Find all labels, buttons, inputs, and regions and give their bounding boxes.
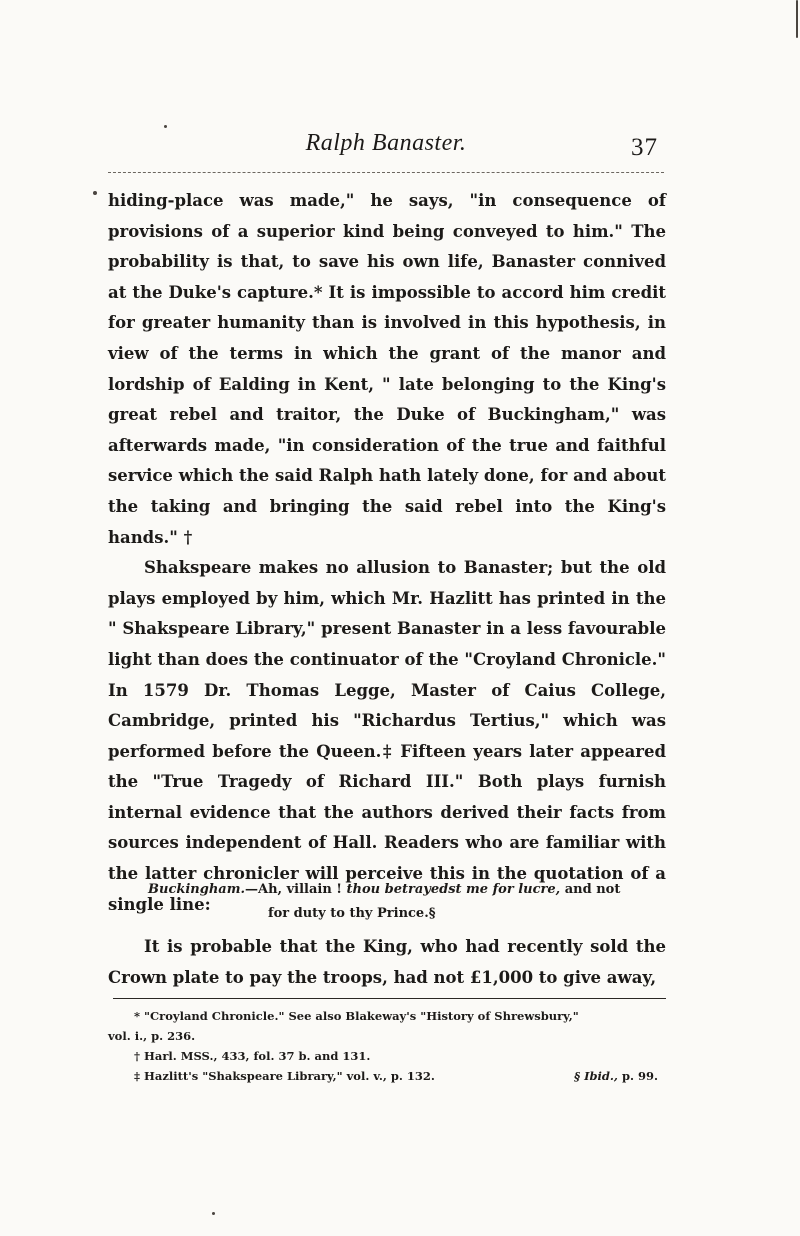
quote-line-1 xyxy=(148,878,666,902)
paper-speck xyxy=(212,1212,215,1215)
footnote-3: ‡ Hazlitt's "Shakspeare Library," vol. v., p. 132. xyxy=(134,1069,435,1083)
quote-speaker: Buckingham. xyxy=(148,882,245,897)
closing-paragraph: It is probable that the King, who had recently sold the Crown plate to pay the troops, had not £1,000 to give away, xyxy=(108,937,666,987)
page-number: 37 xyxy=(631,134,658,161)
quote-line-2: for duty to thy Prince.§ xyxy=(268,906,436,921)
paragraph-2: Shakspeare makes no allusion to Banaster; but the old plays employed by him, which Mr. Hazlitt has printed in the " Shakspeare Library," present Banaster in a less favourable light than does the continuator of the "Croyland Chronicle." In 1579 Dr. Thomas Legge, Master of Caius College, Cambridge, printed his "Richardus Tertius," which was performed before the Queen.‡ Fifteen years later appeared the "True Tragedy of Richard III." Both plays furnish internal evidence that the authors derived their facts from sources independent of Hall. Readers who are familiar with the latter chronicler will perceive this in the quotation of a single line: xyxy=(108,558,666,914)
footnote-4 xyxy=(548,1066,658,1086)
quote-rest: and not xyxy=(560,882,621,897)
footnote-3-row xyxy=(108,1066,668,1086)
footnote-1-line-2: vol. i., p. 236. xyxy=(108,1029,196,1043)
header-rule xyxy=(108,172,664,173)
paragraph-1: hiding-place was made," he says, "in consequence of provisions of a superior kind being conveyed to him." The probability is that, to save his own life, Banaster connived at the Duke's capture.* It is impossible to accord him credit for greater humanity than is involved in this hypothesis, in view of the terms in which the grant of the manor and lordship of Ealding in Kent, " late belonging to the King's great rebel and traitor, the Duke of Buckingham," was afterwards made, "in consideration of the true and faithful service which the said Ralph hath lately done, for and about the taking and bringing the said rebel into the King's hands." † xyxy=(108,191,666,547)
block-quote xyxy=(108,878,666,926)
quote-dash: —Ah, villain ! xyxy=(245,882,347,897)
paper-speck xyxy=(93,191,97,195)
body-text xyxy=(108,186,666,920)
paper-speck xyxy=(164,125,167,128)
footnote-4-page: p. 99. xyxy=(617,1069,658,1083)
footnote-2: † Harl. MSS., 433, fol. 37 b. and 131. xyxy=(134,1049,371,1063)
footnote-1-line-1: * "Croyland Chronicle." See also Blakeway's "History of Shrewsbury," xyxy=(134,1009,579,1023)
footnote-4-ibid: § Ibid., xyxy=(574,1069,618,1083)
page-edge-mark xyxy=(796,0,798,38)
running-title: Ralph Banaster. xyxy=(305,130,467,156)
running-head xyxy=(108,126,664,166)
quote-italic: thou betrayedst me for lucre, xyxy=(346,882,561,897)
footnotes xyxy=(108,1006,668,1086)
footnote-rule xyxy=(113,998,666,999)
